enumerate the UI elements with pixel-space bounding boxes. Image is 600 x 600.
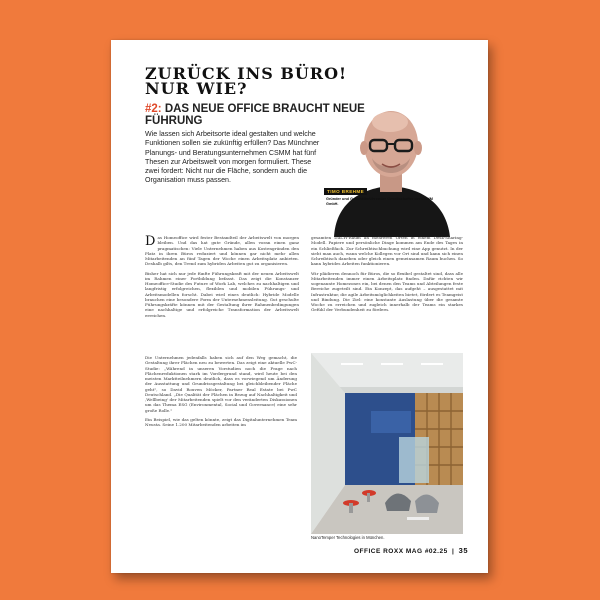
- footer-issue: #02.25: [424, 548, 448, 555]
- person-name-label: TIMO BREHME: [324, 188, 367, 195]
- magazine-page: [111, 40, 488, 573]
- person-caption: Gründer und Geschäftsführender Gesellschafter der CSMM GmbH.: [326, 197, 433, 206]
- title-line-1: ZURÜCK INS BÜRO!: [145, 64, 348, 83]
- footer-separator: |: [452, 548, 455, 555]
- office-photo: [311, 353, 463, 534]
- body-paragraph-1: Das Homeoffice wird fester Bestandteil der Arbeitswelt von morgen bleiben. Und das hat gute Gründe, allen voran einen ganz pragmatischen: Viele Unternehmen haben aus Kostengründen den Platz in ihren Büros reduziert und können gar nicht mehr allen Mitarbeitenden an fünf Tagen der Woche einen Arbeitsplatz anbieten. Deshalb gilts, den Trend zum hybriden Arbeiten gut zu organisieren.: [145, 234, 299, 267]
- page-footer: [354, 546, 468, 555]
- body-paragraph-2: Bisher hat sich nur jede fünfte Führungskraft mit der neuen Arbeitswelt im Rahmen einer Fortbildung befasst. Das zeigt die Konstanzer Homeoffice-Studie des Future of Work Lab, welches zu nachhaltigen und langfristig erfolgreichen, flexiblen und mobilen Führungs- und Arbeitsmodellen forscht. Dabei wird eines deutlich: Hybride Modelle brauchen eine besondere Form der Unternehmensleitung. Gut geschulte Führungskräfte können mit der Gestaltung ihrer Rahmenbedingungen eine nachhaltige und erfolgreiche Transformation der Arbeitswelt erreichen.: [145, 270, 299, 318]
- lead-paragraph: Wie lassen sich Arbeitsorte ideal gestalten und welche Funktionen sollen sie zukünftig erfüllen? Das Münchner Planungs- und Beratungsunternehmen CSMM hat fünf Thesen zur Arbeitswelt von morgen formuliert. These zwei fordert: Nicht nur die Fläche, sondern auch die Organisation muss passen.: [145, 130, 320, 185]
- body-column-left-bottom: [145, 355, 297, 431]
- body-paragraph-4: Ein Beispiel, wie das gelten könnte, zeigt das Digitalunternehmen Team Neusta. Seine 1.200 Mitarbeitenden arbeiten im: [145, 416, 297, 427]
- photo-caption: NanoTemper Technologies in München.: [311, 535, 385, 540]
- title-line-2: NUR WIE?: [145, 79, 248, 98]
- footer-magazine: OFFICE ROXX MAG: [353, 548, 423, 555]
- body-paragraph-3: Die Unternehmen jedenfalls haben sich auf den Weg gemacht, die Gestaltung ihrer Flächen neu zu bewerten. Das zeigt eine aktuelle PwC-Studie: „Während in unseren Vorstudien noch die Frage nach Flächenreduktionen stark im Vordergrund stand, wird heute bei den meisten Marktteilnehmern deutlich, dass es vorwiegend um Änderung der Ausstattung und Grundrissgestaltung bei gleichbleibender Fläche geht", so David Rouven Möcker, Partner Real Estate bei PwC Deutschland. „Die Qualität der Flächen in Bezug auf Nachhaltigkeit und ‚Wellbeing' der Mitarbeitenden spielt vor den veränderten Diskussionen um das Thema ESG (Environmental, Social und Governance) eine sehr große Rolle.": [145, 355, 297, 413]
- subtitle-number: #2:: [145, 103, 162, 115]
- body-paragraph-5: gesamten DACH-Raum an mehreren Orten in einem Desk-Sharing-Modell. Papiere und persönliche Dinge kommen am Ende des Tages in ein Schließfach. Zur Schreibtischbuchung wird eine App genutzt. In der sieht man auch, wann welche Kollegen vor Ort sind und kann sich einen Schreibtisch daneben oder gleich einen gemeinsamen Raum buchen. So kann hybrides Arbeiten funktionieren.: [311, 235, 463, 267]
- body-column-left-top: [145, 235, 299, 322]
- portrait-illustration: [324, 90, 458, 237]
- page-number: 35: [458, 546, 468, 555]
- portrait-photo: [324, 90, 458, 237]
- body-column-right-top: [311, 235, 463, 317]
- office-interior-illustration: [311, 353, 463, 534]
- body-paragraph-6: Wir plädieren dennoch für Büros, die so flexibel gestaltet sind, dass alle Mitarbeitenden immer einen Arbeitsplatz finden. Dafür richten wir sogenannte Homezones ein, bei denen den Teams und Abteilungen feste Bereiche zugeteilt sind. Ein Konzept, das aufgeht – ausgestattet mit Infrastruktur, die agile Arbeitsmöglichkeiten bietet, fördert es Teamgeist und Bindung. Die Ziel: eine konstante Auslastung über die gesamte Woche zu erreichen und zugleich innerhalb der Teams ein starkes Gefühl der Verbundenheit zu fördern.: [311, 270, 463, 313]
- subtitle-text: DAS NEUE OFFICE BRAUCHT NEUE FÜHRUNG: [145, 103, 365, 127]
- dropcap: D: [145, 234, 156, 249]
